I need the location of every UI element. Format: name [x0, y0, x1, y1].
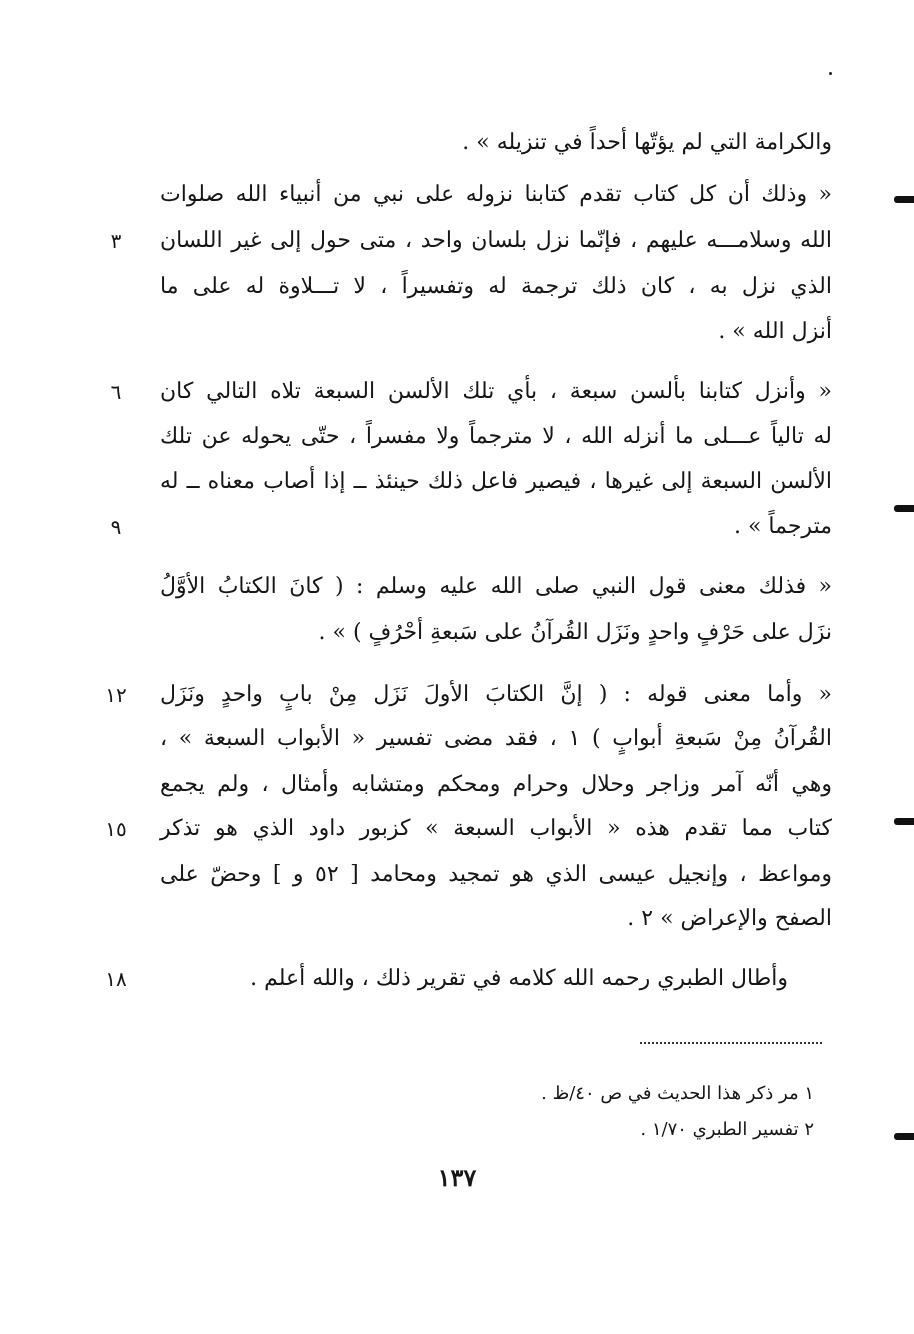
line-number: ٩: [110, 515, 122, 539]
line-number: ٦: [110, 380, 122, 404]
margin-mark: [894, 1133, 914, 1140]
text-line: الصفح والإعراض » ٢ .: [627, 906, 832, 931]
text-line: أنزل الله » .: [718, 319, 832, 344]
text-line: نزَل على حَرْفٍ واحدٍ ونَزَل القُرآنُ على سَبعةِ أحْرُفٍ ) » .: [318, 620, 832, 645]
text-line: مترجماً » .: [733, 514, 832, 539]
text-line: ومواعظ ، وإنجيل عيسى الذي هو تمجيد ومحامد [ ٥٢ و ] وحضّ على: [160, 862, 833, 887]
line-number: ١٨: [105, 967, 127, 991]
margin-mark: [894, 196, 914, 203]
text-line: كتاب مما تقدم هذه « الأبواب السبعة » كزبور داود الذي هو تذكر: [160, 816, 832, 841]
text-line: « وأنزل كتابنا بألسن سبعة ، بأي تلك الألسن السبعة تلاه التالي كان: [160, 379, 832, 404]
text-line: « وذلك أن كل كتاب تقدم كتابنا نزوله على نبي من أنبياء الله صلوات: [160, 182, 832, 207]
line-number: ٣: [110, 229, 122, 253]
text-line: له تالياً عـــلى ما أنزله الله ، لا مترجماً ولا مفسراً ، حتّى يحوله عن تلك: [160, 424, 832, 449]
text-line: وهي أنّه آمر وزاجر وحلال وحرام ومحكم ومتشابه وأمثال ، ولم يجمع: [160, 772, 832, 797]
margin-mark: [894, 818, 914, 825]
text-line: وأطال الطبري رحمه الله كلامه في تقرير ذلك ، والله أعلم .: [250, 966, 788, 991]
line-number: ١٢: [105, 683, 127, 707]
text-line: الذي نزل به ، كان ذلك ترجمة له وتفسيراً ، لا تـــلاوة له على ما: [160, 274, 832, 299]
text-line: « فذلك معنى قول النبي صلى الله عليه وسلم : ( كانَ الكتابُ الأوَّلُ: [160, 574, 832, 599]
text-line: والكرامة التي لم يؤتّها أحداً في تنزيله » .: [462, 130, 832, 155]
footnote-separator: [640, 1042, 822, 1044]
text-line: الله وسلامـــه عليهم ، فإنّما نزل بلسان واحد ، متى حول إلى غير اللسان: [160, 228, 832, 253]
text-line: « وأما معنى قوله : ( إنَّ الكتابَ الأولَ نَزَل مِنْ بابٍ واحدٍ ونَزَل: [160, 682, 832, 707]
margin-mark: [894, 505, 914, 512]
text-line: الألسن السبعة إلى غيرها ، فيصير فاعل ذلك حينئذ ــ إذا أصاب معناه ــ له: [160, 469, 832, 494]
line-number: ١٥: [105, 817, 127, 841]
page-speck: [829, 72, 832, 75]
page-number: ١٣٧: [437, 1163, 477, 1192]
footnote: ١ مر ذكر هذا الحديث في ص ٤٠/ظ .: [541, 1083, 814, 1104]
footnote: ٢ تفسير الطبري ١/٧٠ .: [640, 1119, 814, 1140]
text-line: القُرآنُ مِنْ سَبعةِ أبوابٍ ) ١ ، فقد مضى تفسير « الأبواب السبعة » ،: [160, 726, 832, 751]
